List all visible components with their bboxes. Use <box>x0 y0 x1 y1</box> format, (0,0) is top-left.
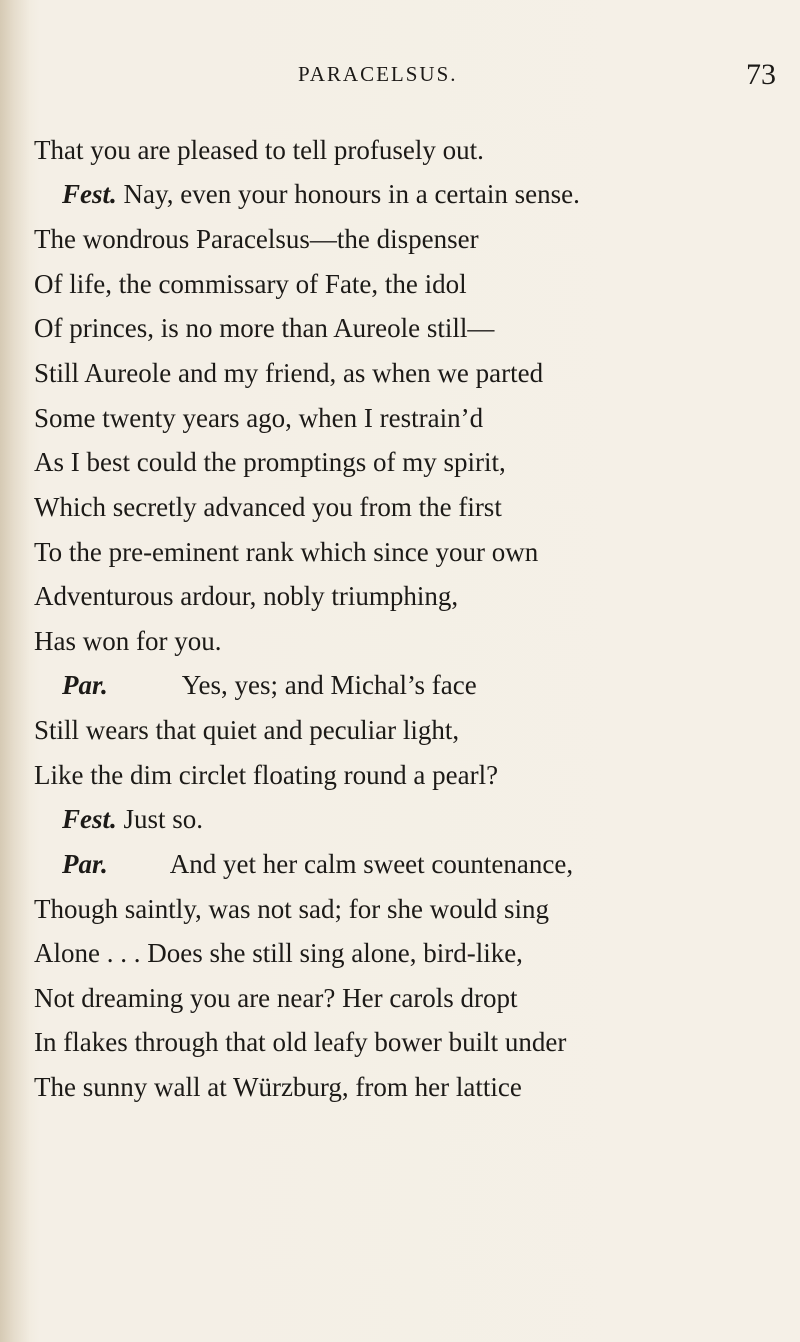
verse-line: The sunny wall at Würzburg, from her lattice <box>34 1072 522 1102</box>
verse-line <box>62 174 580 214</box>
verse-line: Not dreaming you are near? Her carols dropt <box>34 983 518 1013</box>
verse-line: Has won for you. <box>34 626 222 656</box>
verse-line: Of princes, is no more than Aureole still— <box>34 313 495 343</box>
verse-line: Alone . . . Does she still sing alone, bird-like, <box>34 938 523 968</box>
page-number: 73 <box>746 58 776 91</box>
verse-line: Which secretly advanced you from the first <box>34 492 502 522</box>
verse-line: As I best could the promptings of my spirit, <box>34 447 506 477</box>
verse-line: The wondrous Paracelsus—the dispenser <box>34 224 479 254</box>
verse-line: In flakes through that old leafy bower built under <box>34 1027 567 1057</box>
verse-line: Some twenty years ago, when I restrain’d <box>34 403 484 433</box>
speaker-label: Par. <box>62 670 108 700</box>
verse-line: That you are pleased to tell profusely out. <box>34 135 484 165</box>
line-text: Yes, yes; and Michal’s face <box>181 670 477 700</box>
speaker-label: Fest. <box>62 179 117 209</box>
verse-line: Like the dim circlet floating round a pearl? <box>34 760 499 790</box>
verse-line: To the pre-eminent rank which since your own <box>34 537 539 567</box>
verse-line <box>62 799 203 839</box>
verse-line: Adventurous ardour, nobly triumphing, <box>34 581 459 611</box>
speaker-label: Par. <box>62 849 108 879</box>
line-text: Nay, even your honours in a certain sense. <box>123 179 580 209</box>
verse-line <box>62 665 477 705</box>
verse-line: Of life, the commissary of Fate, the idol <box>34 269 467 299</box>
running-title: PARACELSUS. <box>298 62 458 86</box>
verse-line: Still Aureole and my friend, as when we parted <box>34 358 544 388</box>
speaker-label: Fest. <box>62 804 117 834</box>
gutter-shadow <box>0 0 30 1342</box>
verse-line: Though saintly, was not sad; for she would sing <box>34 894 549 924</box>
line-text: Just so. <box>123 804 204 834</box>
verse-line <box>62 844 573 884</box>
running-head <box>0 58 800 94</box>
verse-line: Still wears that quiet and peculiar light, <box>34 715 460 745</box>
line-text: And yet her calm sweet countenance, <box>169 849 574 879</box>
